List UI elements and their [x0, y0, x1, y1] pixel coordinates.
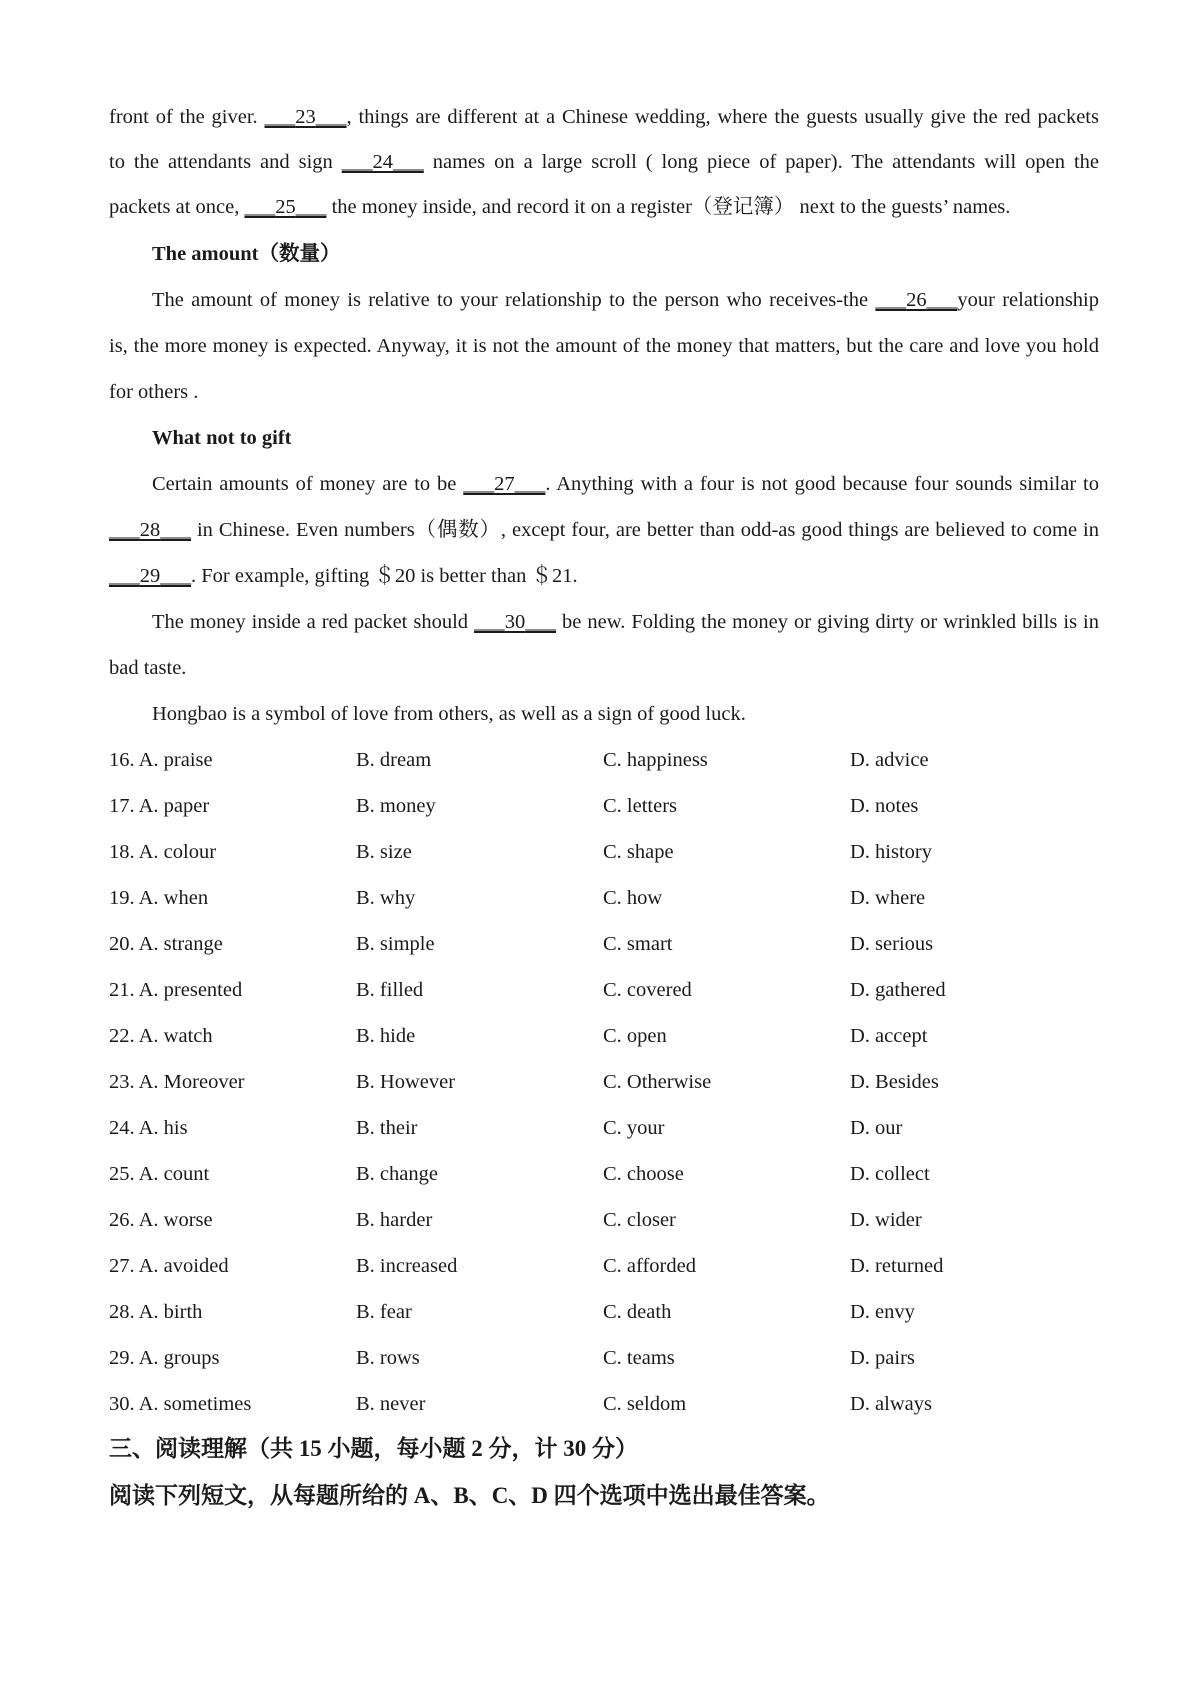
- option-row: [109, 747, 1099, 773]
- option-a: 16. A. praise: [109, 749, 213, 771]
- option-b: B. money: [356, 795, 436, 817]
- passage-line-2: [109, 149, 1099, 175]
- blank-30: ___30___: [474, 611, 557, 633]
- section-3-title: 三、阅读理解（共 15 小题，每小题 2 分，计 30 分）: [109, 1436, 638, 1461]
- option-row: [109, 1069, 1099, 1095]
- option-a: 18. A. colour: [109, 841, 217, 863]
- option-a: 22. A. watch: [109, 1025, 213, 1047]
- option-b: B. increased: [356, 1255, 458, 1277]
- option-a: 30. A. sometimes: [109, 1393, 252, 1415]
- option-b: B. dream: [356, 749, 432, 771]
- option-d: D. notes: [850, 795, 919, 817]
- text: in Chinese. Even numbers（偶数）, except four, are better than odd-as good things are believed to come in: [191, 519, 1099, 541]
- blank-27: ___27___: [463, 473, 546, 495]
- option-d: D. our: [850, 1117, 903, 1139]
- option-b: B. However: [356, 1071, 456, 1093]
- option-row: [109, 1391, 1099, 1417]
- option-b: B. fear: [356, 1301, 412, 1323]
- option-a: 29. A. groups: [109, 1347, 220, 1369]
- option-a: 27. A. avoided: [109, 1255, 229, 1277]
- option-a: 19. A. when: [109, 887, 209, 909]
- option-b: B. simple: [356, 933, 435, 955]
- option-c: C. closer: [603, 1209, 676, 1231]
- option-row: [109, 931, 1099, 957]
- option-d: D. Besides: [850, 1071, 939, 1093]
- option-row: [109, 1299, 1099, 1325]
- blank-25: ___25___: [244, 196, 327, 218]
- text: front of the giver.: [109, 106, 265, 128]
- option-a: 20. A. strange: [109, 933, 223, 955]
- option-b: B. harder: [356, 1209, 433, 1231]
- option-a: 26. A. worse: [109, 1209, 213, 1231]
- option-c: C. choose: [603, 1163, 684, 1185]
- passage-line-3: [109, 194, 1099, 220]
- option-b: B. filled: [356, 979, 424, 1001]
- option-b: B. why: [356, 887, 416, 909]
- option-d: D. accept: [850, 1025, 928, 1047]
- passage-line-10: [152, 609, 1099, 635]
- option-b: B. hide: [356, 1025, 416, 1047]
- option-c: C. covered: [603, 979, 692, 1001]
- text: the money inside, and record it on a register（登记簿） next to the guests’ names.: [326, 196, 1011, 218]
- option-b: B. change: [356, 1163, 438, 1185]
- option-row: [109, 1115, 1099, 1141]
- passage-line-8: [109, 517, 1099, 543]
- section-3-instruction: 阅读下列短文，从每题所给的 A、B、C、D 四个选项中选出最佳答案。: [109, 1483, 830, 1508]
- option-row: [109, 839, 1099, 865]
- option-c: C. smart: [603, 933, 673, 955]
- text: . Anything with a four is not good because four sounds similar to: [545, 473, 1099, 495]
- heading-what-not-to-gift: What not to gift: [152, 427, 292, 449]
- blank-29: ___29___: [109, 565, 191, 587]
- text: , things are different at a Chinese wedding, where the guests usually give the red packets: [346, 106, 1099, 128]
- blank-28: ___28___: [109, 519, 191, 541]
- option-d: D. returned: [850, 1255, 944, 1277]
- option-a: 28. A. birth: [109, 1301, 203, 1323]
- option-c: C. teams: [603, 1347, 675, 1369]
- passage-line-9: [109, 563, 1099, 589]
- option-row: [109, 793, 1099, 819]
- option-a: 21. A. presented: [109, 979, 243, 1001]
- option-d: D. gathered: [850, 979, 946, 1001]
- passage-line-4: [152, 287, 1099, 313]
- option-c: C. letters: [603, 795, 678, 817]
- option-a: 17. A. paper: [109, 795, 210, 817]
- option-a: 23. A. Moreover: [109, 1071, 245, 1093]
- option-row: [109, 977, 1099, 1003]
- text: be new. Folding the money or giving dirty or wrinkled bills is in: [556, 611, 1099, 633]
- option-c: C. open: [603, 1025, 667, 1047]
- text: Certain amounts of money are to be: [152, 473, 464, 495]
- option-row: [109, 1023, 1099, 1049]
- option-b: B. size: [356, 841, 412, 863]
- option-d: D. history: [850, 841, 932, 863]
- option-d: D. pairs: [850, 1347, 915, 1369]
- option-d: D. always: [850, 1393, 932, 1415]
- passage-line-11: bad taste.: [109, 657, 187, 679]
- option-c: C. shape: [603, 841, 674, 863]
- option-c: C. death: [603, 1301, 672, 1323]
- option-c: C. how: [603, 887, 663, 909]
- option-a: 25. A. count: [109, 1163, 210, 1185]
- option-row: [109, 1161, 1099, 1187]
- text: The money inside a red packet should: [152, 611, 475, 633]
- blank-24: ___24___: [341, 151, 424, 173]
- text: to the attendants and sign: [109, 151, 342, 173]
- option-row: [109, 1207, 1099, 1233]
- option-c: C. seldom: [603, 1393, 687, 1415]
- option-a: 24. A. his: [109, 1117, 188, 1139]
- option-d: D. collect: [850, 1163, 930, 1185]
- text: The amount of money is relative to your relationship to the person who receives-the: [152, 289, 876, 311]
- option-row: [109, 1253, 1099, 1279]
- option-row: [109, 885, 1099, 911]
- option-b: B. never: [356, 1393, 426, 1415]
- option-c: C. your: [603, 1117, 665, 1139]
- option-row: [109, 1345, 1099, 1371]
- option-d: D. serious: [850, 933, 934, 955]
- text: . For example, gifting ＄20 is better than ＄21.: [191, 565, 578, 587]
- blank-23: ___23___: [264, 106, 347, 128]
- option-b: B. rows: [356, 1347, 420, 1369]
- option-d: D. envy: [850, 1301, 915, 1323]
- option-c: C. afforded: [603, 1255, 696, 1277]
- passage-line-7: [152, 471, 1099, 497]
- passage-line-5: is, the more money is expected. Anyway, it is not the amount of the money that matters, but the care and love you hold: [109, 335, 1099, 357]
- option-b: B. their: [356, 1117, 418, 1139]
- option-d: D. advice: [850, 749, 929, 771]
- option-c: C. happiness: [603, 749, 708, 771]
- text: your relationship: [957, 289, 1099, 311]
- blank-26: ___26___: [875, 289, 958, 311]
- option-d: D. wider: [850, 1209, 922, 1231]
- text: packets at once,: [109, 196, 245, 218]
- passage-line-1: [109, 104, 1099, 130]
- text: names on a large scroll ( long piece of paper). The attendants will open the: [423, 151, 1100, 173]
- option-d: D. where: [850, 887, 926, 909]
- option-c: C. Otherwise: [603, 1071, 712, 1093]
- passage-line-6: for others .: [109, 381, 199, 403]
- heading-amount: The amount（数量）: [152, 243, 341, 265]
- passage-line-12: Hongbao is a symbol of love from others, as well as a sign of good luck.: [152, 703, 746, 725]
